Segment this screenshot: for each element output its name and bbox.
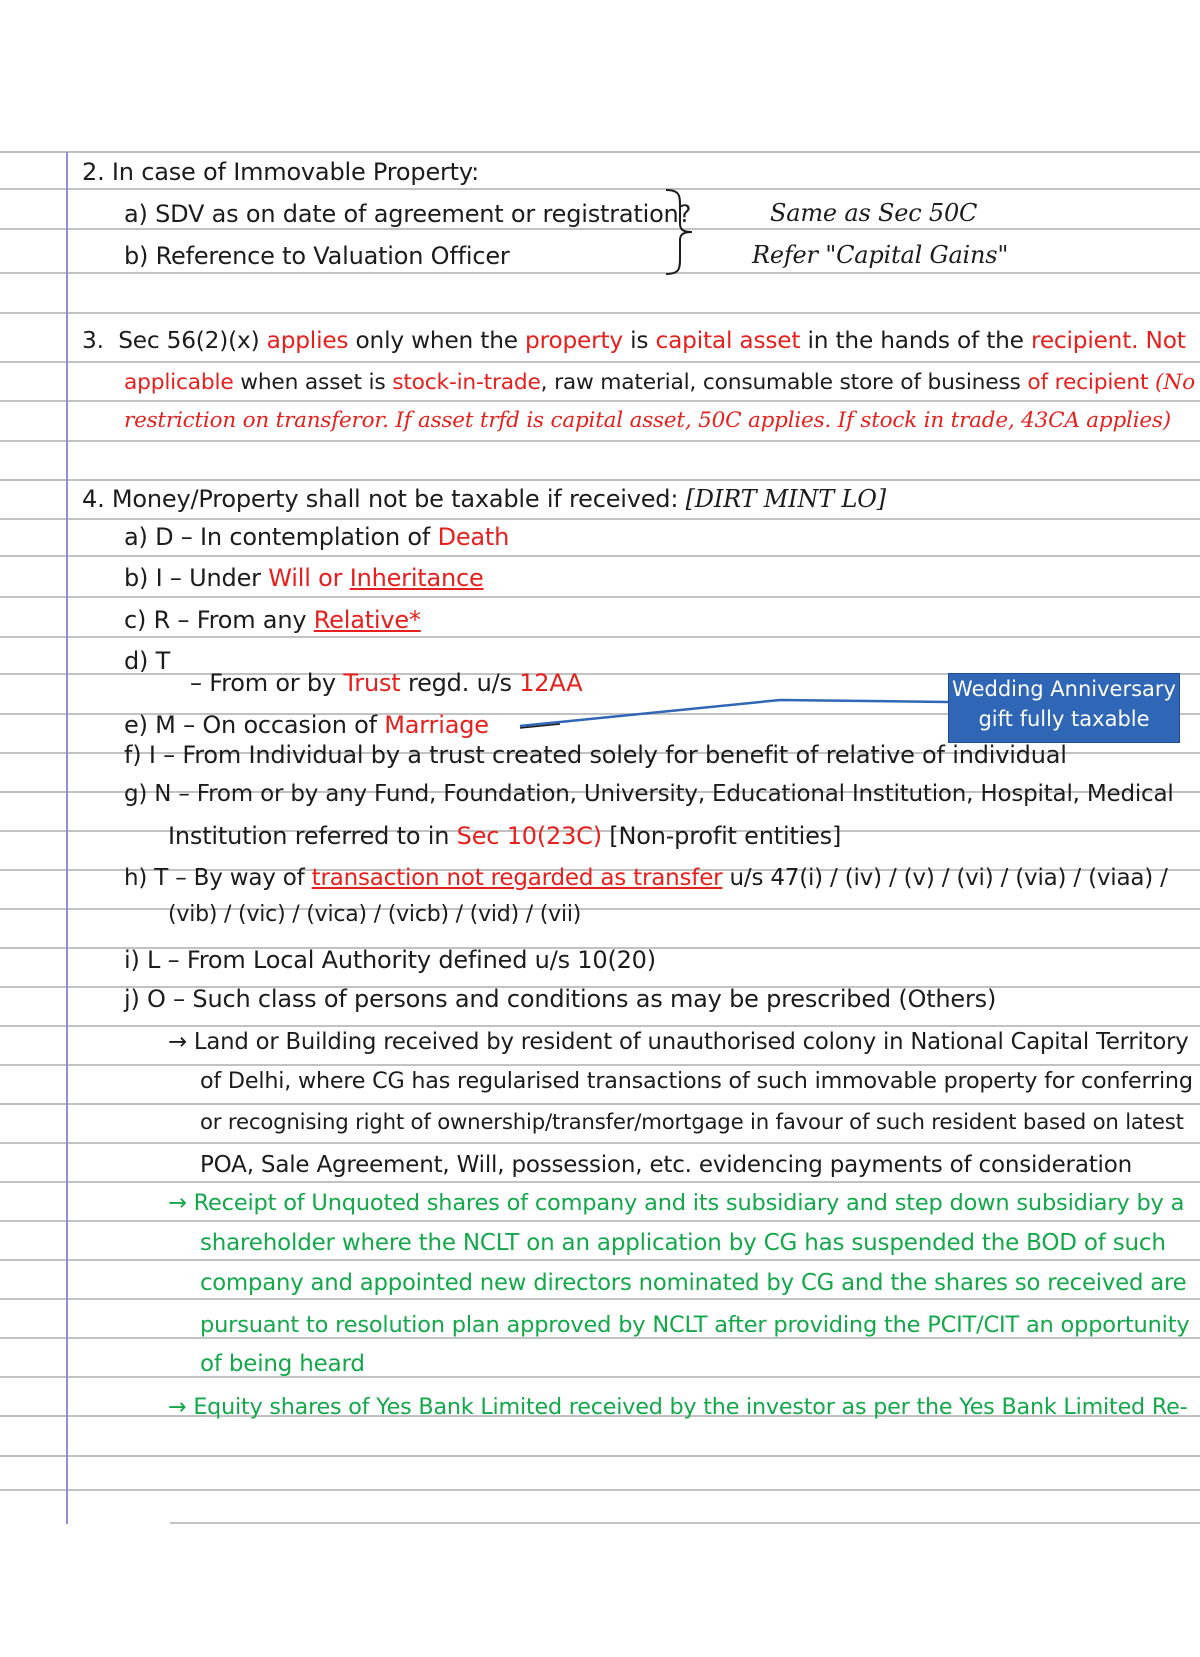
- note-same-as-50c: Same as Sec 50C: [770, 199, 978, 227]
- text-run: , raw material, consumable store of business: [540, 370, 1028, 395]
- text-run: Marriage: [384, 711, 489, 739]
- rule-line: [0, 361, 1200, 363]
- section-4-item-a: [124, 522, 509, 552]
- rule-line: [0, 188, 1200, 190]
- others-bullet-1-line-1: → Land or Building received by resident of unauthorised colony in National Capital Territory: [168, 1029, 1189, 1055]
- text-run: h) T – By way of: [124, 865, 312, 891]
- text-run: Death: [437, 523, 510, 551]
- section-3-line-3: restriction on transferor. If asset trfd is capital asset, 50C applies. If stock in trade, 43CA applies): [124, 408, 1171, 433]
- text-run: Inheritance: [349, 564, 484, 592]
- text-run: applies: [266, 327, 349, 354]
- text-run: (No: [1148, 370, 1196, 395]
- text-run: only when the: [348, 327, 526, 354]
- section-4-item-b: [124, 563, 484, 593]
- text-run: u/s 47(i) / (iv) / (v) / (vi) / (via) / (viaa) /: [722, 865, 1168, 891]
- others-bullet-1-line-4: POA, Sale Agreement, Will, possession, etc. evidencing payments of consideration: [200, 1152, 1132, 1178]
- rule-line: [0, 1103, 1200, 1105]
- text-run: Relative*: [313, 606, 421, 634]
- text-run: 4. Money/Property shall not be taxable if received:: [82, 485, 686, 513]
- margin-line: [66, 152, 68, 1524]
- text-run: property: [525, 327, 623, 354]
- section-4-item-d-label: d) T: [124, 647, 171, 675]
- others-bullet-3-line-1: → Equity shares of Yes Bank Limited received by the investor as per the Yes Bank Limited Re-: [168, 1394, 1188, 1420]
- section-4-item-c: [124, 605, 421, 635]
- callout-line-1: Wedding Anniversary: [952, 677, 1176, 701]
- others-bullet-2-line-3: company and appointed new directors nominated by CG and the shares so received are: [200, 1270, 1187, 1296]
- rule-line: [0, 479, 1200, 481]
- section-4-heading: [82, 484, 886, 514]
- rule-line: [0, 1142, 1200, 1144]
- text-run: or: [310, 564, 350, 592]
- text-run: Sec 10(23C): [456, 822, 602, 850]
- section-3-line-1: [82, 326, 1186, 356]
- rule-line: [170, 1522, 1200, 1524]
- text-run: capital asset: [655, 327, 801, 354]
- section-4-item-h-line-2: (vib) / (vic) / (vica) / (vicb) / (vid) / (vii): [168, 902, 582, 927]
- text-run: a) D – In contemplation of: [124, 523, 438, 551]
- wedding-anniversary-callout: [948, 673, 1180, 743]
- text-run: applicable: [124, 370, 234, 395]
- text-run: [Non-profit entities]: [601, 822, 842, 850]
- text-run: Trust: [343, 669, 401, 697]
- rule-line: [0, 1376, 1200, 1378]
- section-2-item-a: a) SDV as on date of agreement or registration?: [124, 200, 692, 228]
- rule-line: [0, 596, 1200, 598]
- section-4-item-i: i) L – From Local Authority defined u/s 10(20): [124, 946, 656, 974]
- rule-line: [0, 440, 1200, 442]
- text-run: c) R – From any: [124, 606, 314, 634]
- rule-line: [0, 151, 1200, 153]
- section-4-item-d: [190, 668, 582, 698]
- curly-brace-icon: [662, 186, 698, 278]
- section-4-item-g-line-1: g) N – From or by any Fund, Foundation, University, Educational Institution, Hospital, Medical: [124, 781, 1174, 807]
- text-run: is: [622, 327, 656, 354]
- section-4-item-e: [124, 710, 489, 740]
- note-refer-capital-gains: Refer "Capital Gains": [752, 241, 1009, 269]
- text-run: regd. u/s: [400, 669, 520, 697]
- rule-line: [0, 1220, 1200, 1222]
- others-bullet-2-line-4: pursuant to resolution plan approved by NCLT after providing the PCIT/CIT an opportunity: [200, 1312, 1190, 1338]
- rule-line: [0, 1298, 1200, 1300]
- rule-line: [0, 1455, 1200, 1457]
- text-run: b) I – Under: [124, 564, 269, 592]
- others-bullet-2-line-2: shareholder where the NCLT on an application by CG has suspended the BOD of such: [200, 1230, 1166, 1256]
- section-2-heading: 2. In case of Immovable Property:: [82, 158, 480, 186]
- text-run: Sec 56(2)(x): [118, 327, 267, 354]
- rule-line: [0, 1259, 1200, 1261]
- others-bullet-2-line-1: → Receipt of Unquoted shares of company and its subsidiary and step down subsidiary by a: [168, 1190, 1185, 1216]
- text-run: – From or by: [190, 669, 344, 697]
- rule-line: [0, 1181, 1200, 1183]
- text-run: Institution referred to in: [168, 822, 457, 850]
- rule-line: [0, 400, 1200, 402]
- others-bullet-1-line-2: of Delhi, where CG has regularised transactions of such immovable property for conferring: [200, 1068, 1193, 1094]
- text-run: transaction not regarded as transfer: [311, 865, 723, 891]
- others-bullet-1-line-3: or recognising right of ownership/transfer/mortgage in favour of such resident based on latest: [200, 1110, 1184, 1135]
- text-run: Will: [268, 564, 311, 592]
- callout-line-2: gift fully taxable: [978, 707, 1150, 731]
- rule-line: [0, 312, 1200, 314]
- text-run: of recipient: [1027, 370, 1149, 395]
- rule-line: [0, 1489, 1200, 1491]
- text-run: recipient. Not: [1030, 327, 1186, 354]
- rule-line: [0, 636, 1200, 638]
- section-2-item-b: b) Reference to Valuation Officer: [124, 242, 510, 270]
- mnemonic: [DIRT MINT LO]: [685, 485, 886, 513]
- text-run: 12AA: [519, 669, 583, 697]
- text-run: when asset is: [233, 370, 393, 395]
- section-3-number: 3.: [82, 327, 104, 354]
- rule-line: [0, 518, 1200, 520]
- rule-line: [0, 272, 1200, 274]
- section-4-item-g-line-2: [168, 821, 841, 851]
- section-4-item-j: j) O – Such class of persons and conditions as may be prescribed (Others): [124, 985, 997, 1013]
- others-bullet-2-line-5: of being heard: [200, 1351, 365, 1377]
- text-run: in the hands of the: [800, 327, 1031, 354]
- section-3-line-2: [124, 368, 1195, 398]
- text-run: e) M – On occasion of: [124, 711, 385, 739]
- section-4-item-f: f) I – From Individual by a trust created solely for benefit of relative of individual: [124, 741, 1067, 769]
- rule-line: [0, 555, 1200, 557]
- section-4-item-h-line-1: [124, 863, 1168, 893]
- text-run: stock-in-trade: [392, 370, 541, 395]
